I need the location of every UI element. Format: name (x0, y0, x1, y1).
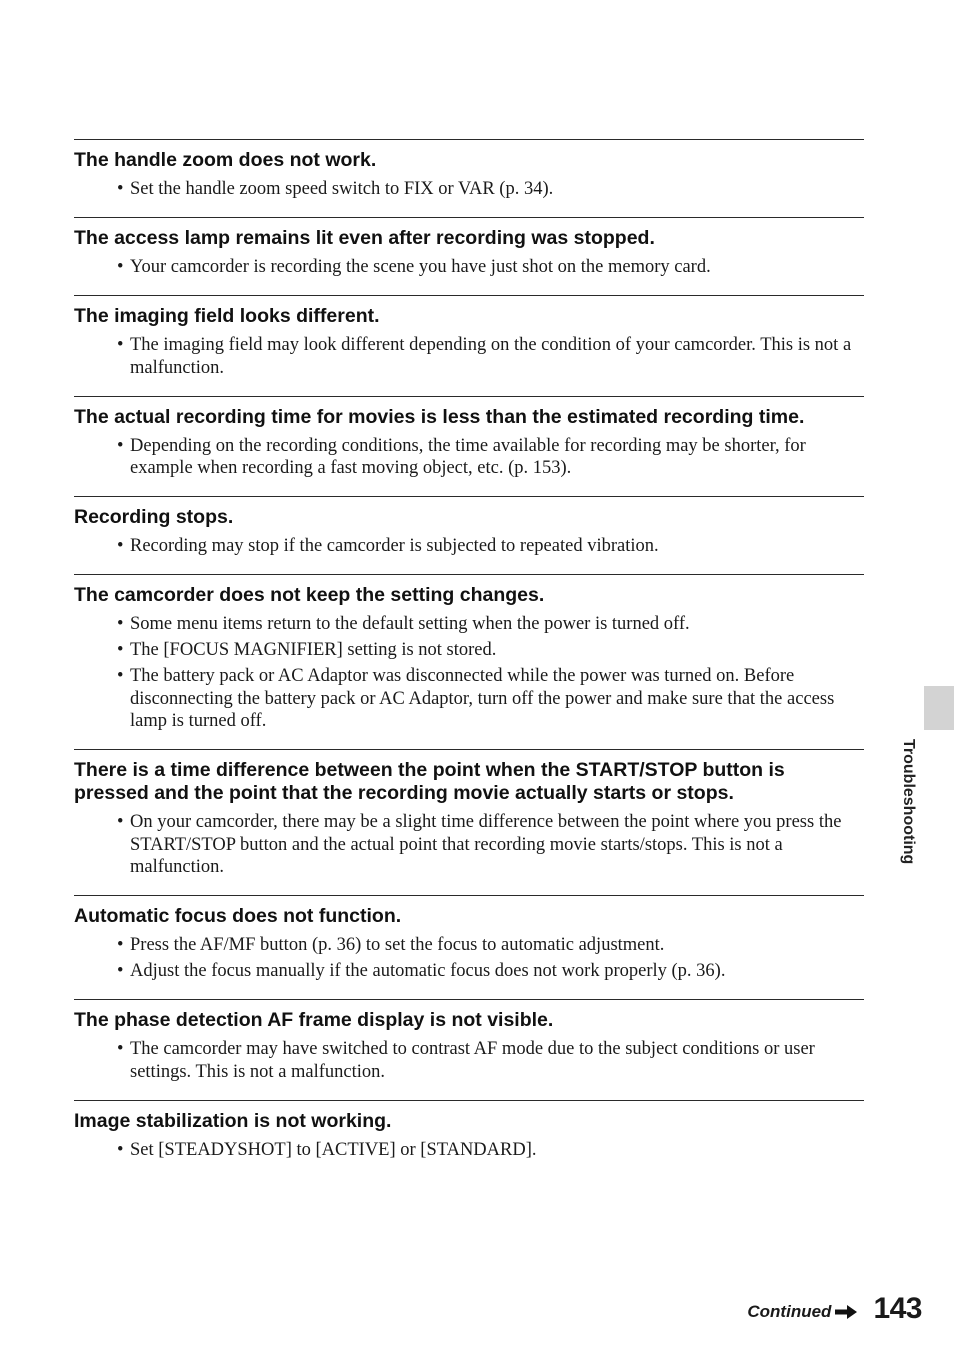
section-image-stabilization (74, 1100, 864, 1178)
section-heading: The handle zoom does not work. (74, 149, 377, 171)
section-heading: The camcorder does not keep the setting changes. (74, 584, 545, 606)
section-heading: The actual recording time for movies is less than the estimated recording time. (74, 405, 805, 428)
page-footer (747, 1290, 922, 1326)
section-setting-changes (74, 574, 864, 749)
section-heading: The imaging field looks different. (74, 305, 380, 327)
bullet-item: • Set [STEADYSHOT] to [ACTIVE] or [STANDARD]. (74, 1139, 864, 1162)
section-automatic-focus (74, 895, 864, 999)
section-heading: The access lamp remains lit even after recording was stopped. (74, 227, 655, 249)
section-access-lamp (74, 217, 864, 295)
bullet-list (74, 613, 864, 733)
bullet-item: • On your camcorder, there may be a slight time difference between the point where you press the START/STOP button and the actual point that recording movie starts/stops. This is not a malfunction. (74, 811, 864, 879)
bullet-item: • Recording may stop if the camcorder is subjected to repeated vibration. (74, 535, 864, 558)
section-recording-time (74, 396, 864, 497)
section-heading: The phase detection AF frame display is not visible. (74, 1009, 554, 1031)
bullet-list (74, 334, 864, 379)
bullet-list (74, 1139, 864, 1162)
continued-label: Continued (747, 1302, 832, 1321)
bullet-item: • Press the AF/MF button (p. 36) to set the focus to automatic adjustment. (74, 934, 864, 957)
bullet-list (74, 256, 864, 279)
page-number: 143 (873, 1292, 922, 1325)
troubleshooting-content (74, 139, 864, 1178)
chapter-side-label (897, 739, 919, 879)
section-handle-zoom (74, 139, 864, 217)
bullet-item: • Set the handle zoom speed switch to FIX or VAR (p. 34). (74, 178, 864, 201)
bullet-item: • The camcorder may have switched to contrast AF mode due to the subject conditions or user settings. This is not a malfunction. (74, 1038, 864, 1083)
bullet-item: • The imaging field may look different depending on the condition of your camcorder. This is not a malfunction. (74, 334, 864, 379)
bullet-item: • The battery pack or AC Adaptor was disconnected while the power was turned on. Before disconnecting the battery pack or AC Adaptor, turn off the power and make sure that the access lamp is turned off. (74, 665, 864, 733)
bullet-item: • Depending on the recording conditions, the time available for recording may be shorter, for example when recording a fast moving object, etc. (p. 153). (74, 435, 864, 480)
section-heading: There is a time difference between the point when the START/STOP button is pressed and the point that the recording movie actually starts or stops. (74, 759, 785, 804)
section-imaging-field (74, 295, 864, 396)
bullet-list (74, 934, 864, 983)
bullet-list (74, 535, 864, 558)
section-recording-stops (74, 496, 864, 574)
bullet-item: • Your camcorder is recording the scene you have just shot on the memory card. (74, 256, 864, 279)
section-heading: Automatic focus does not function. (74, 905, 402, 927)
section-time-difference (74, 749, 864, 895)
right-arrow-icon (835, 1305, 857, 1319)
chapter-tab-marker (924, 686, 954, 730)
chapter-label-text: Troubleshooting (900, 739, 917, 865)
bullet-list (74, 435, 864, 480)
section-heading: Recording stops. (74, 506, 234, 528)
bullet-list (74, 178, 864, 201)
bullet-item: • Some menu items return to the default setting when the power is turned off. (74, 613, 864, 636)
bullet-list (74, 811, 864, 879)
bullet-item: • Adjust the focus manually if the automatic focus does not work properly (p. 36). (74, 960, 864, 983)
bullet-list (74, 1038, 864, 1083)
section-af-frame (74, 999, 864, 1100)
bullet-item: • The [FOCUS MAGNIFIER] setting is not stored. (74, 639, 864, 662)
section-heading: Image stabilization is not working. (74, 1109, 392, 1132)
